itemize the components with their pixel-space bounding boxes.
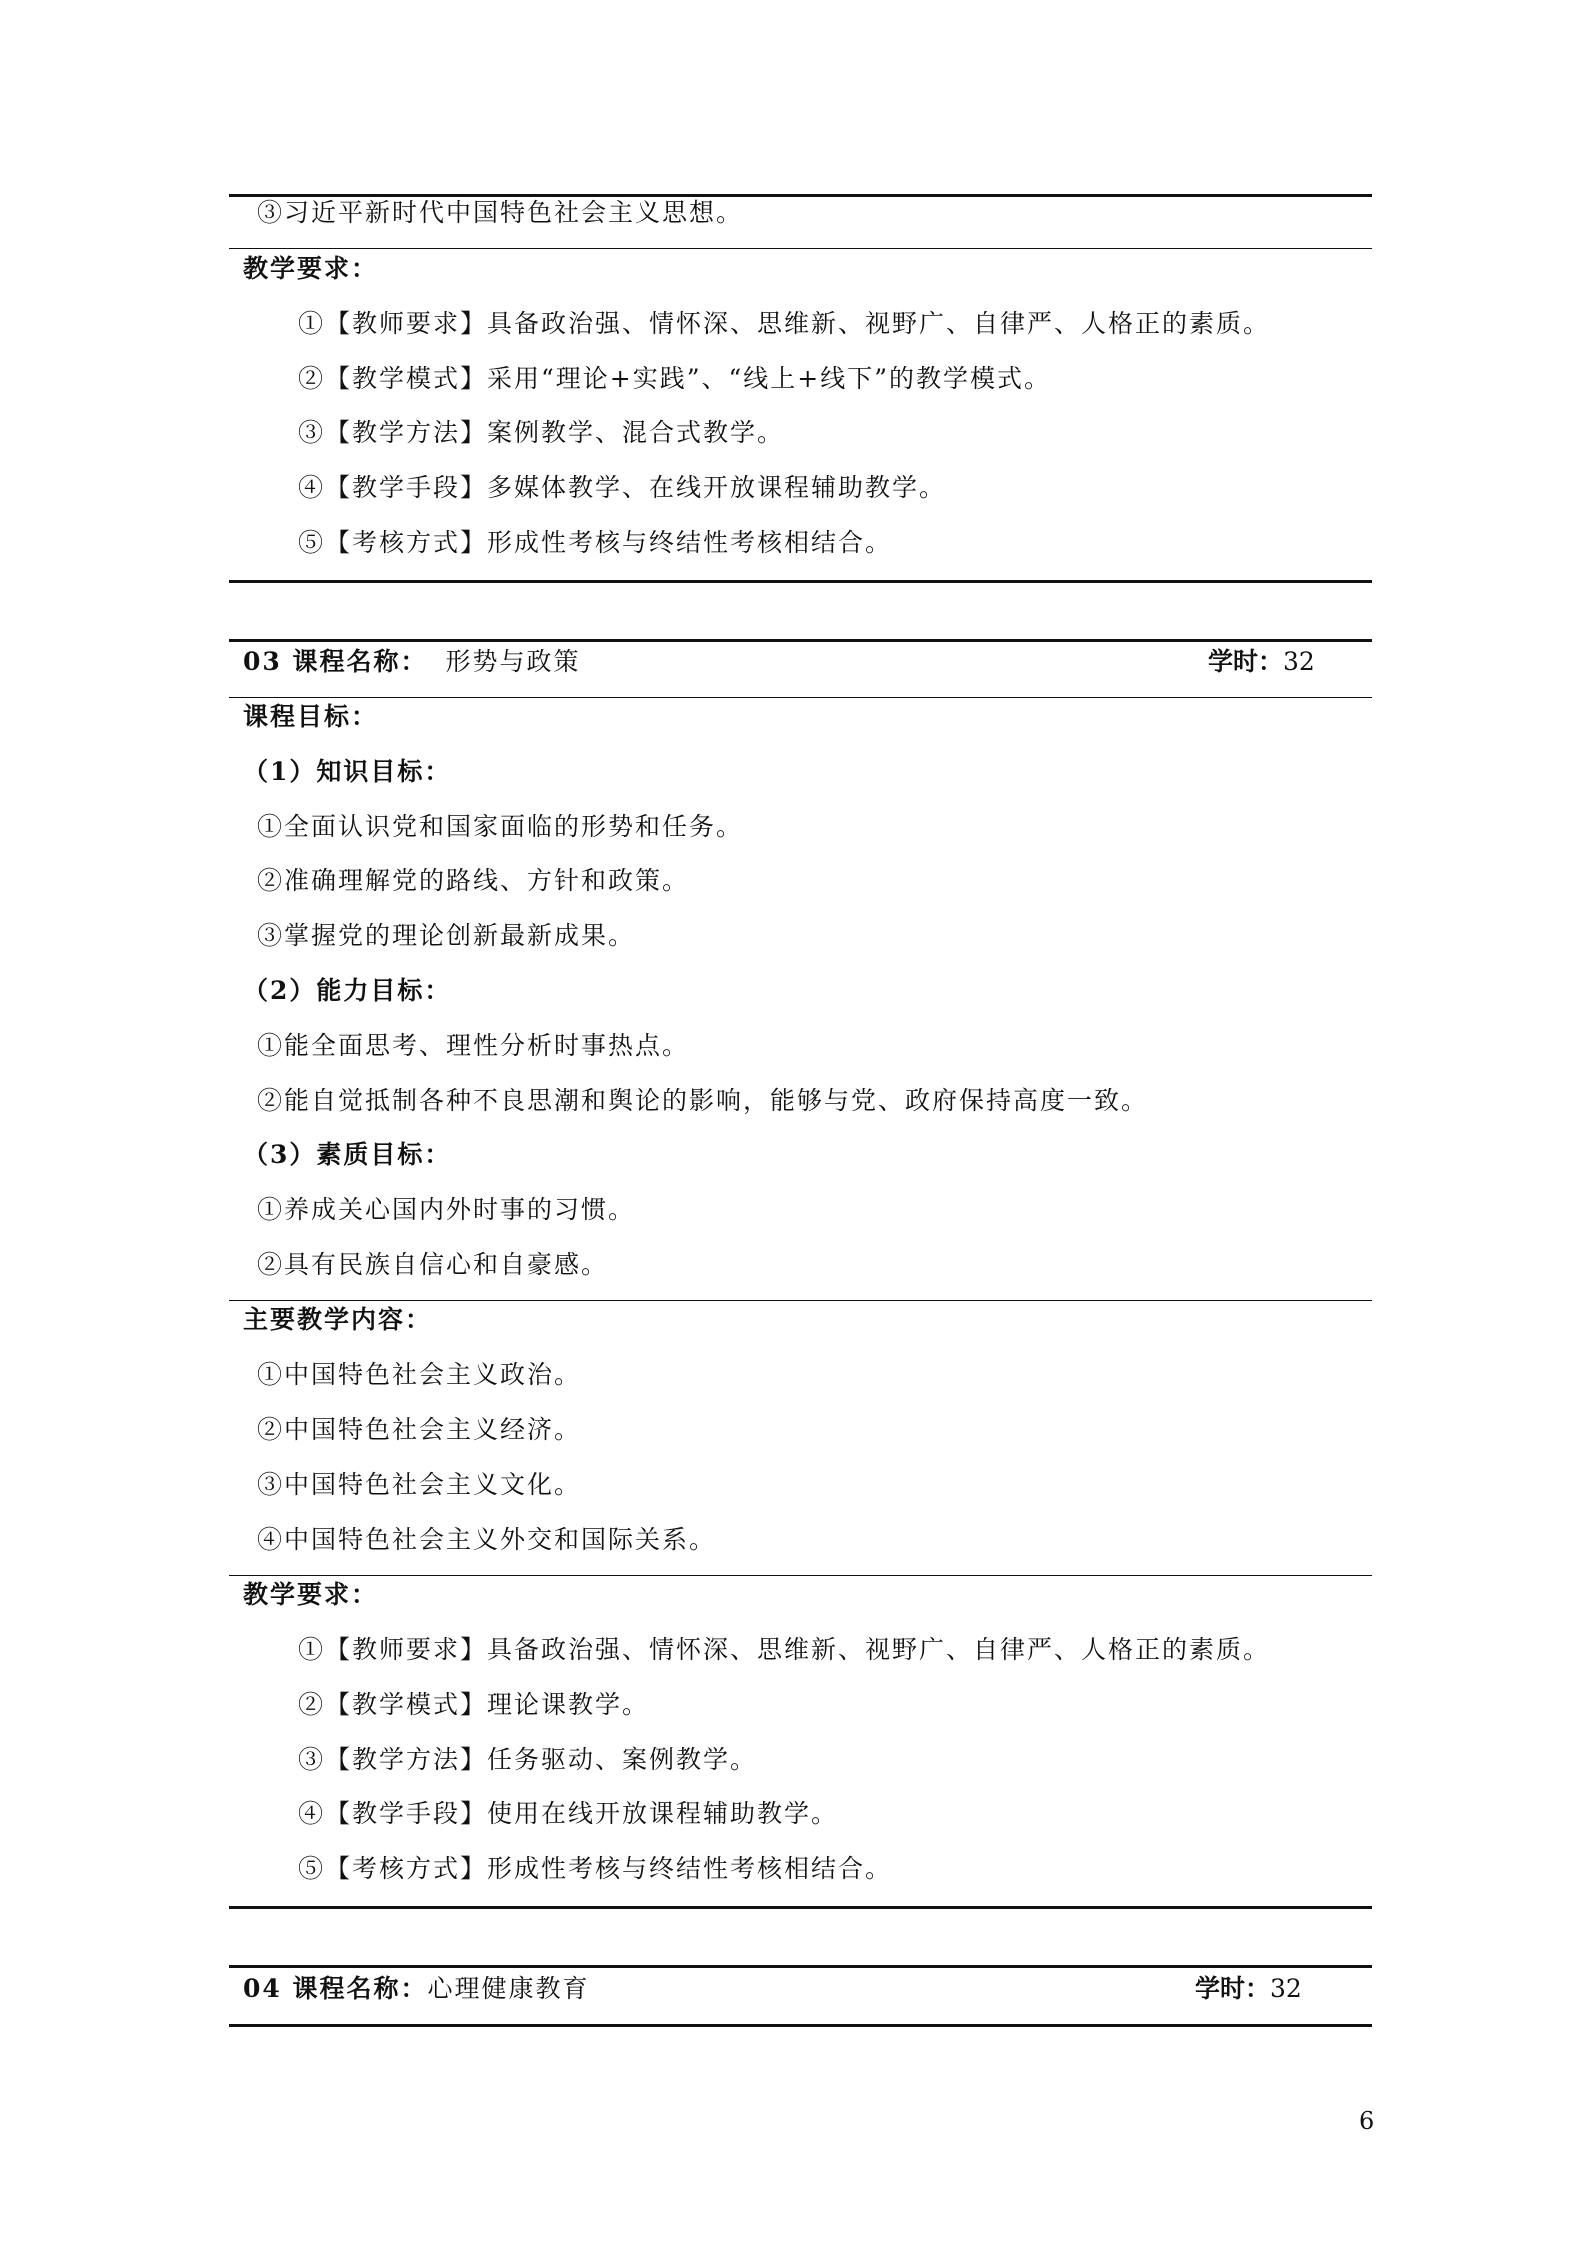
teaching-requirement-item: ⑤【考核方式】形成性考核与终结性考核相结合。 <box>298 528 893 557</box>
knowledge-goals-label: （1）知识目标： <box>243 757 452 786</box>
teaching-requirements-label: 教学要求： <box>243 254 379 283</box>
hours-value: 32 <box>1283 647 1315 676</box>
hours-value: 32 <box>1270 1974 1302 2003</box>
teaching-requirement-item: ①【教师要求】具备政治强、情怀深、思维新、视野广、自律严、人格正的素质。 <box>298 309 1271 338</box>
teaching-content-label: 主要教学内容： <box>243 1305 433 1334</box>
knowledge-goal-item: ①全面认识党和国家面临的形势和任务。 <box>257 812 744 841</box>
course-name: 心理健康教育 <box>427 1974 590 2003</box>
ability-goals-label: （2）能力目标： <box>243 976 452 1005</box>
quality-goal-item: ①养成关心国内外时事的习惯。 <box>257 1195 636 1224</box>
teaching-requirement-item: ②【教学模式】理论课教学。 <box>298 1690 650 1719</box>
teaching-requirement-item: ①【教师要求】具备政治强、情怀深、思维新、视野广、自律严、人格正的素质。 <box>298 1635 1271 1664</box>
quality-goals-label: （3）素质目标： <box>243 1140 452 1169</box>
knowledge-goal-item: ③掌握党的理论创新最新成果。 <box>257 921 636 950</box>
teaching-content-item: ①中国特色社会主义政治。 <box>257 1360 582 1389</box>
ability-goal-item: ②能自觉抵制各种不良思潮和舆论的影响，能够与党、政府保持高度一致。 <box>257 1086 1149 1115</box>
teaching-requirement-item: ④【教学手段】使用在线开放课程辅助教学。 <box>298 1799 839 1828</box>
knowledge-goal-item: ②准确理解党的路线、方针和政策。 <box>257 866 690 895</box>
row-divider <box>229 1575 1372 1576</box>
row-divider <box>229 248 1372 249</box>
course-name-row <box>243 1972 590 2006</box>
table-border-top <box>229 1965 1372 1968</box>
course-goals-label: 课程目标： <box>243 702 379 731</box>
table-border-bottom <box>229 2024 1372 2027</box>
teaching-requirement-item: ③【教学方法】任务驱动、案例教学。 <box>298 1745 758 1774</box>
course-name-label: 03 课程名称： <box>243 647 428 676</box>
teaching-content-item: ④中国特色社会主义外交和国际关系。 <box>257 1525 717 1554</box>
hours-label: 学时： <box>1208 647 1284 676</box>
course-name-label: 04 课程名称： <box>243 1974 428 2003</box>
teaching-requirement-item: ②【教学模式】采用“理论+实践”、“线上+线下”的教学模式。 <box>298 364 1052 393</box>
teaching-requirement-item: ③【教学方法】案例教学、混合式教学。 <box>298 418 785 447</box>
table-border-bottom <box>229 1906 1372 1909</box>
page-number: 6 <box>1359 2107 1375 2135</box>
course-name: 形势与政策 <box>445 647 581 676</box>
teaching-requirement-item: ⑤【考核方式】形成性考核与终结性考核相结合。 <box>298 1854 893 1883</box>
teaching-requirements-label: 教学要求： <box>243 1580 379 1609</box>
row-divider <box>229 1300 1372 1301</box>
content-item: ③习近平新时代中国特色社会主义思想。 <box>257 198 744 227</box>
course-name-row <box>243 645 581 679</box>
ability-goal-item: ①能全面思考、理性分析时事热点。 <box>257 1031 690 1060</box>
teaching-content-item: ③中国特色社会主义文化。 <box>257 1470 582 1499</box>
row-divider <box>229 697 1372 698</box>
teaching-content-item: ②中国特色社会主义经济。 <box>257 1415 582 1444</box>
course-hours <box>1208 645 1315 679</box>
teaching-requirement-item: ④【教学手段】多媒体教学、在线开放课程辅助教学。 <box>298 473 947 502</box>
table-border-top <box>229 639 1372 642</box>
quality-goal-item: ②具有民族自信心和自豪感。 <box>257 1250 609 1279</box>
table-border-bottom <box>229 580 1372 583</box>
course-hours <box>1195 1972 1302 2006</box>
hours-label: 学时： <box>1195 1974 1271 2003</box>
